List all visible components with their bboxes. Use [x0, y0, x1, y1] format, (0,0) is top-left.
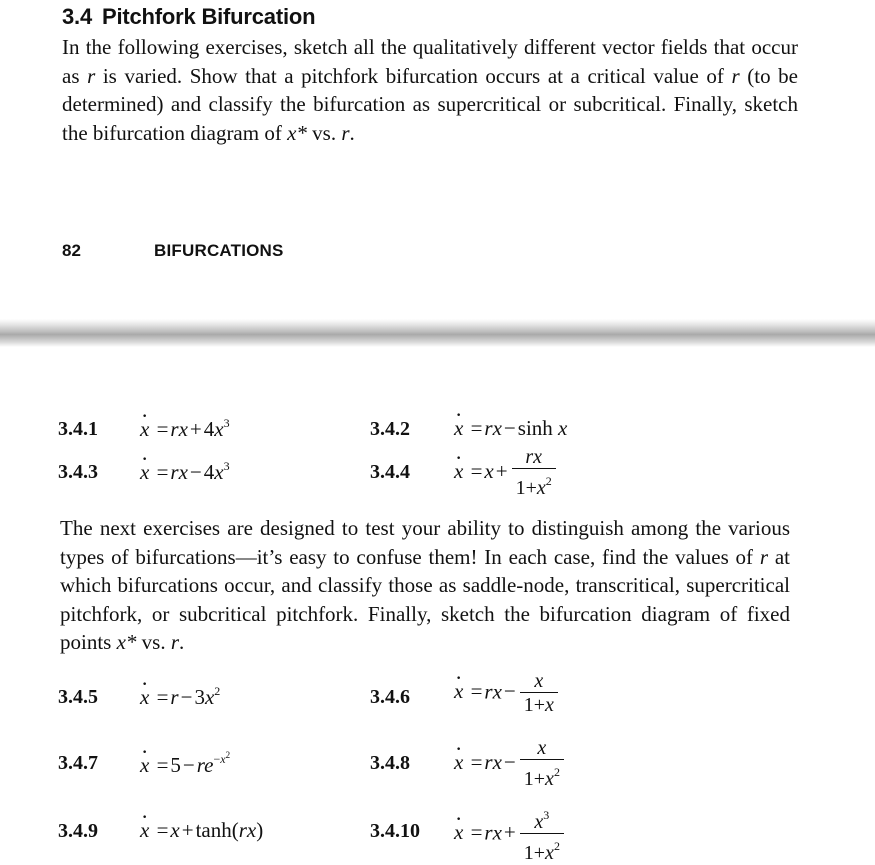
exercise-number: 3.4.3: [58, 461, 98, 483]
exercise-equation: · x =rx+ $\frac{x^3}{1+x^2}$: [454, 804, 564, 865]
page-break-divider: [0, 319, 875, 347]
section-number: 3.4: [62, 4, 92, 29]
exercise-number: 3.4.1: [58, 418, 98, 440]
exercise-equation: · x =rx−sinh x: [454, 416, 567, 441]
section-title: Pitchfork Bifurcation: [101, 4, 316, 29]
exercise-equation: · $x =5-re^{-x^2}$: [140, 750, 230, 778]
exercise-number: 3.4.2: [370, 418, 410, 440]
exercise-equation: · x =x+ $\frac{rx}{1+x^2}$: [454, 446, 556, 500]
second-paragraph: The next exercises are designed to test your ability to distinguish among the various types of bifurcations—it’s easy to confuse them! In each case, find the values of r at which bifurcations occur, and classify those as saddle-node, transcritical, supercritical pitchfork, or subcritical pitchfork. Finally, sketch the bifurcation diagram of fixed points x* vs. r.: [60, 516, 790, 655]
exercise-equation: · x =rx− $\frac{x}{1+x^2}$: [454, 737, 564, 791]
intro-paragraph: In the following exercises, sketch all the qualitatively different vector fields that occur as r is varied. Show that a pitchfork bifurcation occurs at a critical value of r (to be determined) and classify the bifurcation as supercritical or subcritical. Finally, sketch the bifurcation diagram of x* vs. r.: [62, 35, 798, 145]
section-heading: [62, 4, 315, 30]
exercise-number: 3.4.5: [58, 686, 98, 708]
exercise-number: 3.4.8: [370, 752, 410, 774]
exercise-equation: · x =rx− $\frac{x}{1+x}$: [454, 670, 558, 717]
exercise-equation: · x =x+tanh(rx): [140, 818, 263, 843]
exercise-number: 3.4.6: [370, 686, 410, 708]
page-number: 82: [62, 241, 81, 260]
exercise-equation: · $x =rx+4x^3$: [140, 416, 230, 442]
exercise-equation: · $x =rx-4x^3$: [140, 459, 230, 485]
exercise-number: 3.4.10: [370, 820, 420, 842]
exercise-number: 3.4.4: [370, 461, 410, 483]
running-head: BIFURCATIONS: [154, 241, 284, 260]
exercise-number: 3.4.7: [58, 752, 98, 774]
exercise-equation: · $x =r-3x^2$: [140, 684, 220, 710]
exercise-number: 3.4.9: [58, 820, 98, 842]
